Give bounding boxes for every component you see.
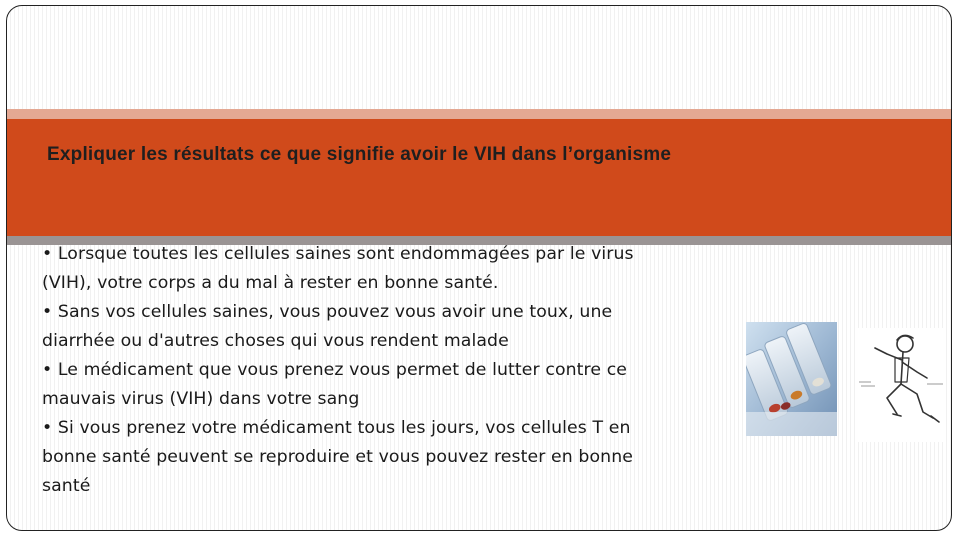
bullet-item: • Lorsque toutes les cellules saines sont endommagées par le virus (VIH), votre corps a du mal à rester en bonne santé.	[42, 244, 634, 293]
pill-organizer-image	[746, 322, 837, 436]
slide-title: Expliquer les résultats ce que signifie avoir le VIH dans l’organisme	[47, 144, 672, 165]
running-person-image	[857, 328, 946, 442]
header-band	[7, 119, 951, 236]
bullet-item: • Sans vos cellules saines, vous pouvez vous avoir une toux, une diarrhée ou d'autres choses qui vous rendent malade	[42, 302, 613, 351]
bullet-item: • Si vous prenez votre médicament tous les jours, vos cellules T en bonne santé peuvent se reproduire et vous pouvez rester en bonne santé	[42, 418, 633, 496]
bullet-list	[42, 240, 672, 501]
bullet-item: • Le médicament que vous prenez vous permet de lutter contre ce mauvais virus (VIH) dans votre sang	[42, 360, 628, 409]
header-band-top-stripe	[7, 109, 951, 119]
